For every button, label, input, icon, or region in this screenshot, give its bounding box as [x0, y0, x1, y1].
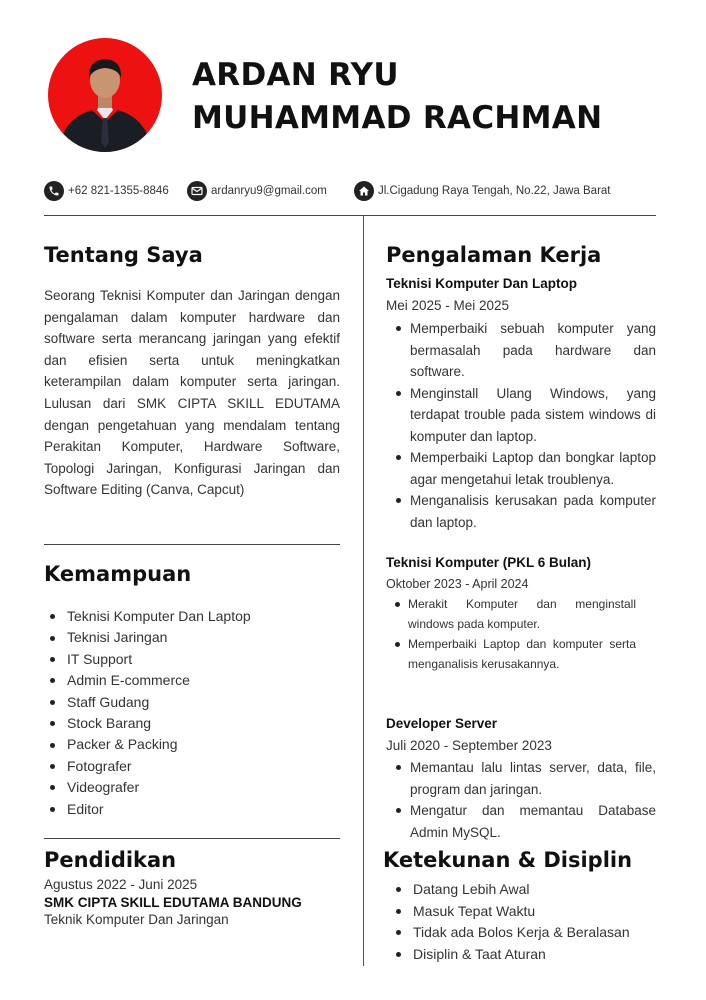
list-item — [396, 901, 630, 923]
job-bullet-item — [410, 757, 656, 800]
phone-text: +62 821-1355-8846 — [68, 185, 169, 197]
mail-icon — [187, 181, 207, 201]
list-item — [50, 649, 251, 670]
name-line-2: MUHAMMAD RACHMAN — [192, 100, 603, 136]
bullet-icon — [396, 887, 401, 892]
list-item — [396, 879, 630, 901]
job-title: Teknisi Komputer (PKL 6 Bulan) — [386, 555, 592, 570]
contact-bar — [44, 181, 664, 203]
bullet-icon — [50, 721, 55, 726]
full-name — [192, 54, 602, 140]
job-bullet-text: Merakit Komputer dan menginstall windows pada komputer. — [408, 597, 636, 631]
list-item-text: IT Support — [67, 650, 133, 667]
job-title: Teknisi Komputer Dan Laptop — [386, 276, 578, 291]
bullet-icon — [396, 909, 401, 914]
column-divider — [363, 216, 364, 966]
bullet-icon — [395, 602, 400, 607]
list-item — [396, 922, 630, 944]
about-divider — [44, 544, 340, 545]
job-bullet-text: Menginstall Ulang Windows, yang terdapat trouble pada sistem windows di komputer dan laptop. — [410, 385, 656, 444]
bullet-icon — [50, 785, 55, 790]
home-icon — [354, 181, 374, 201]
list-item-text: Teknisi Jaringan — [67, 629, 168, 646]
list-item-text: Editor — [67, 800, 104, 817]
bullet-icon — [50, 678, 55, 683]
bullet-icon — [396, 765, 401, 770]
list-item — [50, 692, 251, 713]
about-text: Seorang Teknisi Komputer dan Jaringan dengan pengalaman dalam komputer hardware dan software serta merancang jaringan yang efektif dan efisien serta untuk meningkatkan keterampilan dalam komputer serta jaringan. Lulusan dari SMK CIPTA SKILL EDUTAMA dengan pengetahuan yang mendalam tentang Perakitan Komputer, Hardware Software, Topologi Jaringan, Konfigurasi Jaringan dan Software Editing (Canva, Capcut) — [44, 288, 340, 498]
job-title: Developer Server — [386, 716, 498, 731]
bullet-icon — [396, 808, 401, 813]
email-text: ardanryu9@gmail.com — [211, 185, 327, 197]
bullet-icon — [396, 930, 401, 935]
skills-list — [50, 606, 251, 820]
header-divider — [44, 215, 656, 216]
job-bullet-item — [410, 800, 656, 843]
job-date: Oktober 2023 - April 2024 — [386, 577, 529, 591]
bullet-icon — [50, 807, 55, 812]
experience-title: Pengalaman Kerja — [386, 243, 602, 267]
phone-icon — [44, 181, 64, 201]
person-silhouette-icon — [48, 38, 162, 152]
education-major: Teknik Komputer Dan Jaringan — [44, 912, 229, 927]
profile-photo — [48, 38, 162, 152]
list-item — [50, 713, 251, 734]
list-item — [396, 944, 630, 966]
job-bullet-item — [410, 383, 656, 448]
job-date: Mei 2025 - Mei 2025 — [386, 298, 510, 313]
list-item-text: Staff Gudang — [67, 693, 150, 710]
skills-title: Kemampuan — [44, 562, 192, 586]
list-item — [50, 734, 251, 755]
bullet-icon — [50, 764, 55, 769]
job-bullet-item — [410, 318, 656, 383]
name-line-1: ARDAN RYU — [192, 57, 399, 93]
job-bullets — [410, 757, 656, 843]
job-date: Juli 2020 - September 2023 — [386, 738, 552, 753]
job-bullets — [408, 594, 636, 674]
bullet-icon — [50, 700, 55, 705]
list-item — [50, 627, 251, 648]
job-bullet-item — [410, 490, 656, 533]
bullet-icon — [396, 455, 401, 460]
education-title: Pendidikan — [44, 848, 177, 872]
job-bullets — [410, 318, 656, 533]
list-item-text: Admin E-commerce — [67, 672, 190, 689]
contact-address — [354, 181, 611, 201]
education-date: Agustus 2022 - Juni 2025 — [44, 877, 198, 892]
skills-divider — [44, 838, 340, 839]
about-title: Tentang Saya — [44, 243, 203, 267]
discipline-list — [396, 879, 630, 965]
bullet-icon — [50, 657, 55, 662]
list-item-text: Fotografer — [67, 757, 132, 774]
job-bullet-text: Memperbaiki Laptop dan bongkar laptop agar mengetahui letak troublenya. — [410, 450, 656, 487]
bullet-icon — [50, 614, 55, 619]
list-item-text: Datang Lebih Awal — [413, 881, 530, 897]
list-item-text: Teknisi Komputer Dan Laptop — [67, 608, 251, 624]
list-item-text: Packer & Packing — [67, 736, 178, 753]
job-bullet-text: Memperbaiki sebuah komputer yang bermasalah pada hardware dan software. — [410, 321, 656, 379]
list-item-text: Tidak ada Bolos Kerja & Beralasan — [413, 924, 630, 940]
job-bullet-text: Mengatur dan memantau Database Admin MySQL. — [410, 803, 656, 840]
job-bullet-item — [410, 447, 656, 490]
job-bullet-text: Menganalisis kerusakan pada komputer dan laptop. — [410, 493, 656, 530]
list-item-text: Disiplin & Taat Aturan — [413, 945, 546, 962]
list-item — [50, 606, 251, 627]
bullet-icon — [396, 391, 401, 396]
bullet-icon — [396, 326, 401, 331]
job-bullet-item — [408, 594, 636, 634]
job-bullet-text: Memantau lalu lintas server, data, file, program dan jaringan. — [410, 760, 656, 797]
job-bullet-item — [408, 634, 636, 674]
address-text: Jl.Cigadung Raya Tengah, No.22, Jawa Barat — [378, 185, 611, 197]
list-item-text: Masuk Tepat Waktu — [413, 902, 536, 919]
contact-email — [187, 181, 327, 201]
list-item — [50, 670, 251, 691]
job-bullet-text: Memperbaiki Laptop dan komputer serta menganalisis kerusakannya. — [408, 637, 636, 671]
list-item — [50, 756, 251, 777]
list-item — [50, 799, 251, 820]
bullet-icon — [50, 743, 55, 748]
education-school: SMK CIPTA SKILL EDUTAMA BANDUNG — [44, 895, 302, 910]
contact-phone — [44, 181, 169, 201]
bullet-icon — [395, 642, 400, 647]
list-item-text: Stock Barang — [67, 714, 152, 731]
bullet-icon — [50, 636, 55, 641]
bullet-icon — [396, 952, 401, 957]
list-item — [50, 777, 251, 798]
bullet-icon — [396, 498, 401, 503]
list-item-text: Videografer — [67, 779, 140, 796]
discipline-title: Ketekunan & Disiplin — [383, 848, 633, 872]
